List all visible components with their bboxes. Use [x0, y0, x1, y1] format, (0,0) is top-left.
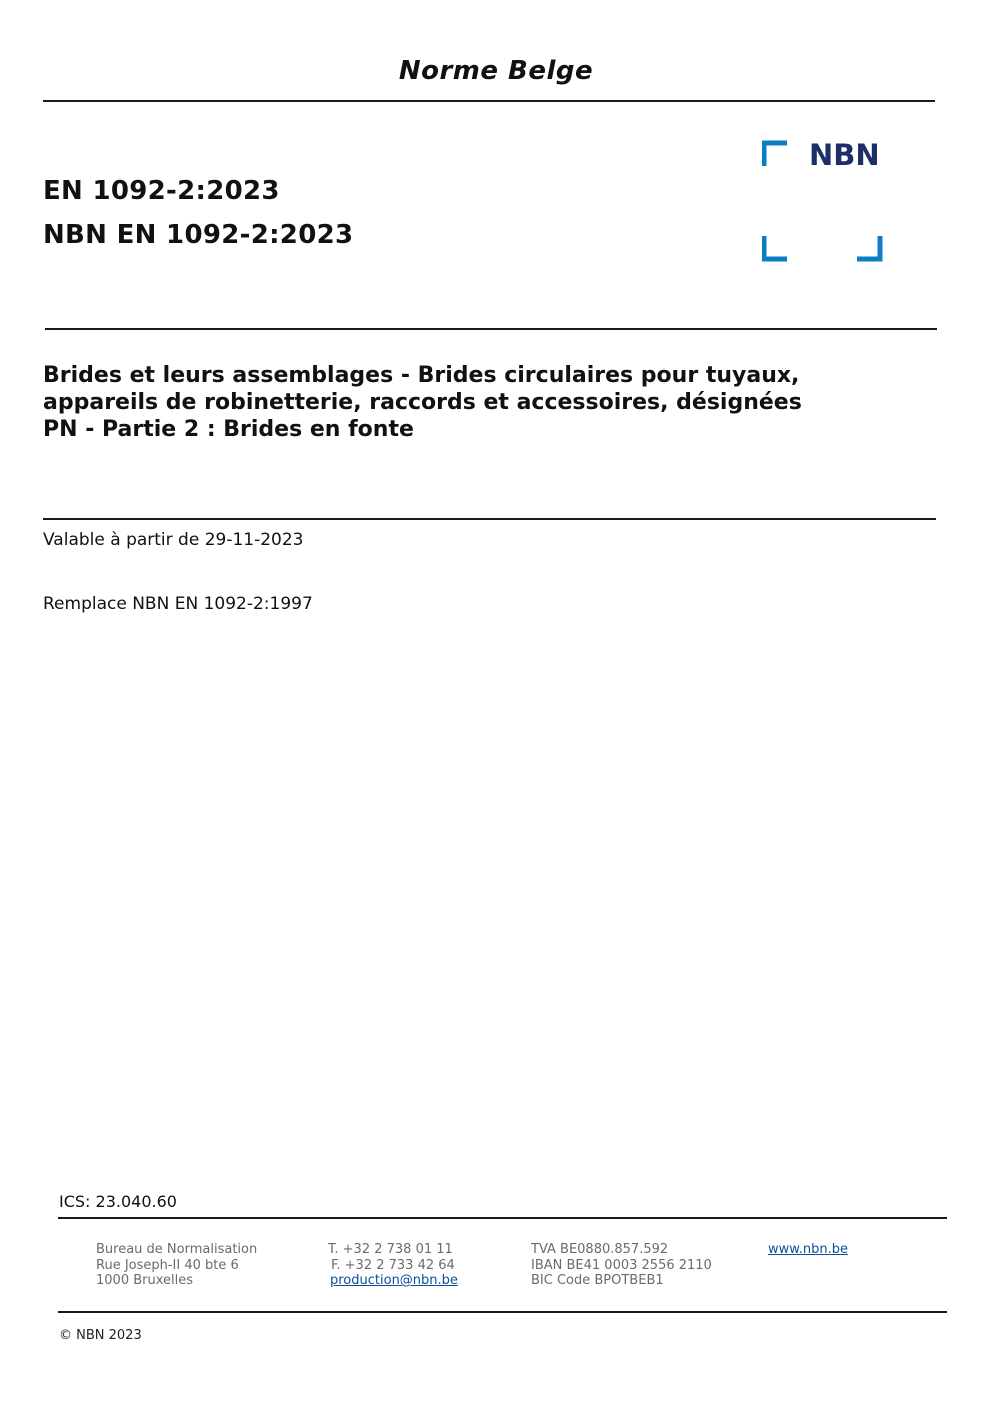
footer-bank [531, 1242, 712, 1289]
vat-number: TVA BE0880.857.592 [531, 1242, 669, 1257]
nbn-logo [762, 140, 886, 264]
logo-bracket-bottom-left [764, 236, 787, 259]
address-line: 1000 Bruxelles [96, 1273, 194, 1288]
footer-contact [328, 1242, 458, 1289]
validity-divider [43, 518, 936, 520]
document-title-line: appareils de robinetterie, raccords et accessoires, désignées [43, 390, 802, 415]
header-title: Norme Belge [398, 56, 594, 86]
en-standard-code: EN 1092-2:2023 [43, 176, 280, 206]
logo-bracket-bottom-right [857, 236, 880, 259]
footer-bottom-divider [58, 1311, 947, 1313]
footer-web [768, 1242, 848, 1258]
copyright-notice: © NBN 2023 [59, 1328, 142, 1343]
title-divider [45, 328, 937, 330]
email-link[interactable]: production@nbn.be [330, 1273, 458, 1288]
header-divider [43, 100, 935, 102]
document-title [43, 362, 923, 443]
valid-from: Valable à partir de 29-11-2023 [43, 530, 304, 550]
document-title-line: PN - Partie 2 : Brides en fonte [43, 417, 414, 442]
replaces-standard: Remplace NBN EN 1092-2:1997 [43, 594, 313, 614]
document-title-line: Brides et leurs assemblages - Brides circulaires pour tuyaux, [43, 363, 800, 388]
bic-code: BIC Code BPOTBEB1 [531, 1273, 664, 1288]
nbn-logo-graphic [762, 140, 886, 264]
logo-text: NBN [809, 140, 880, 172]
ics-code: ICS: 23.040.60 [59, 1192, 177, 1211]
address-line: Bureau de Normalisation [96, 1242, 258, 1257]
fax-number: F. +32 2 733 42 64 [331, 1257, 455, 1273]
logo-bracket-top-left [764, 143, 787, 166]
address-line: Rue Joseph-II 40 bte 6 [96, 1257, 239, 1273]
footer-top-divider [58, 1217, 947, 1219]
website-link[interactable]: www.nbn.be [768, 1242, 848, 1257]
iban-number: IBAN BE41 0003 2556 2110 [531, 1257, 712, 1273]
footer-address [96, 1242, 257, 1289]
nbn-standard-code: NBN EN 1092-2:2023 [43, 220, 354, 250]
phone-number: T. +32 2 738 01 11 [328, 1242, 453, 1257]
